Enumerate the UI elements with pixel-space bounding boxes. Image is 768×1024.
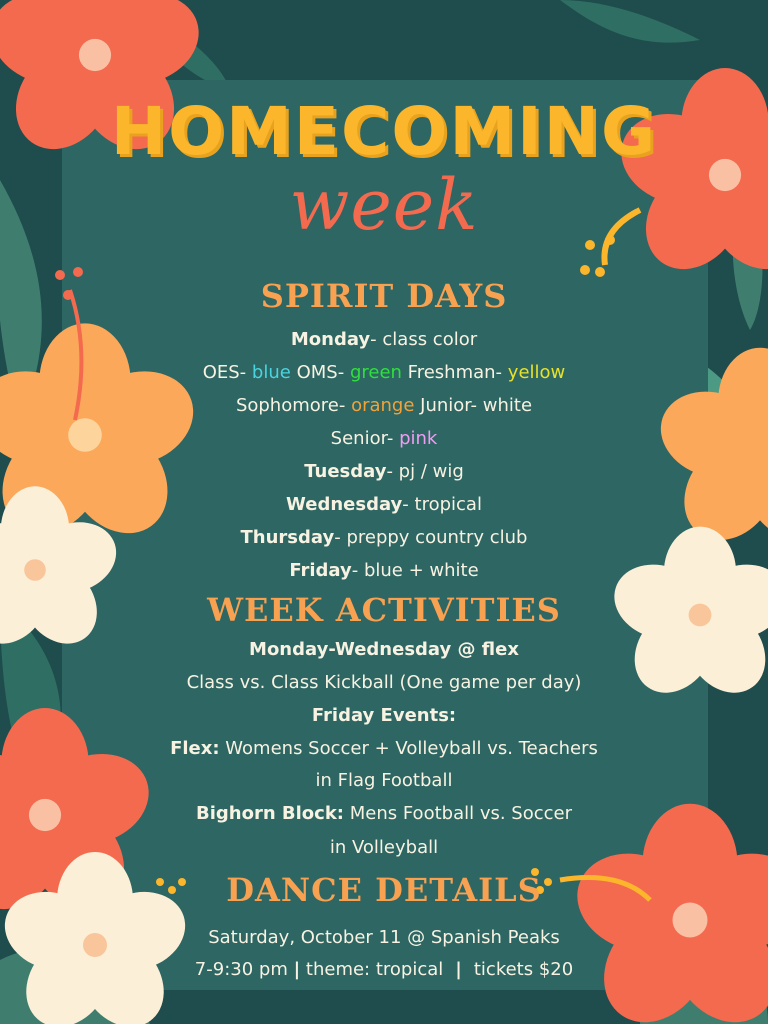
- flex-event: [0, 737, 768, 761]
- class-colors-line-3: [0, 427, 768, 451]
- senior-label: Senior-: [330, 428, 394, 449]
- oms-label: OMS-: [296, 362, 345, 383]
- spirit-thursday: [0, 526, 768, 550]
- dance-time: 7-9:30 pm: [194, 959, 288, 980]
- bighorn-text-2: in Volleyball: [329, 837, 439, 858]
- day-text: - pj / wig: [386, 461, 464, 482]
- dance-theme: theme: tropical: [305, 959, 444, 980]
- flex-text: Womens Soccer + Volleyball vs. Teachers: [225, 738, 598, 759]
- freshman-color: yellow: [507, 362, 566, 383]
- spirit-friday: [0, 559, 768, 583]
- week-activities-heading: WEEK ACTIVITIES: [207, 591, 561, 629]
- day-label: Tuesday: [304, 461, 387, 482]
- class-colors-line-2: [0, 394, 768, 418]
- bighorn-text: Mens Football vs. Soccer: [349, 803, 573, 824]
- freshman-label: Freshman-: [407, 362, 503, 383]
- spirit-days-heading: SPIRIT DAYS: [260, 277, 508, 315]
- separator: |: [449, 959, 469, 980]
- day-label: Friday: [289, 560, 352, 581]
- dance-date: Saturday, October 11 @ Spanish Peaks: [208, 927, 560, 948]
- title-main: HOMECOMING: [110, 93, 658, 170]
- day-text: - tropical: [402, 494, 482, 515]
- day-text: - blue + white: [351, 560, 479, 581]
- dance-details-heading: DANCE DETAILS: [226, 871, 542, 909]
- separator: |: [293, 959, 301, 980]
- spirit-monday: [0, 328, 768, 352]
- bighorn-label: Bighorn Block:: [195, 803, 344, 824]
- oms-color: green: [349, 362, 402, 383]
- day-text: - class color: [370, 329, 478, 350]
- friday-events-label: Friday Events:: [311, 705, 457, 726]
- class-colors-line: [0, 361, 768, 385]
- sophomore-color: orange: [351, 395, 415, 416]
- senior-color: pink: [399, 428, 438, 449]
- title-sub: week: [289, 164, 479, 246]
- monday-wednesday-label: Monday-Wednesday @ flex: [249, 639, 519, 660]
- oes-label: OES-: [202, 362, 247, 383]
- kickball-text: Class vs. Class Kickball (One game per day): [186, 672, 582, 693]
- spirit-wednesday: [0, 493, 768, 517]
- sophomore-label: Sophomore-: [235, 395, 346, 416]
- flex-label: Flex:: [170, 738, 220, 759]
- junior-text: Junior- white: [420, 395, 533, 416]
- dance-info: [0, 958, 768, 982]
- day-label: Wednesday: [286, 494, 403, 515]
- oes-color: blue: [251, 362, 291, 383]
- flex-text-2: in Flag Football: [315, 770, 453, 791]
- day-label: Monday: [290, 329, 371, 350]
- spirit-tuesday: [0, 460, 768, 484]
- bighorn-event: [0, 802, 768, 826]
- day-text: - preppy country club: [334, 527, 528, 548]
- day-label: Thursday: [240, 527, 335, 548]
- dance-tickets: tickets $20: [473, 959, 574, 980]
